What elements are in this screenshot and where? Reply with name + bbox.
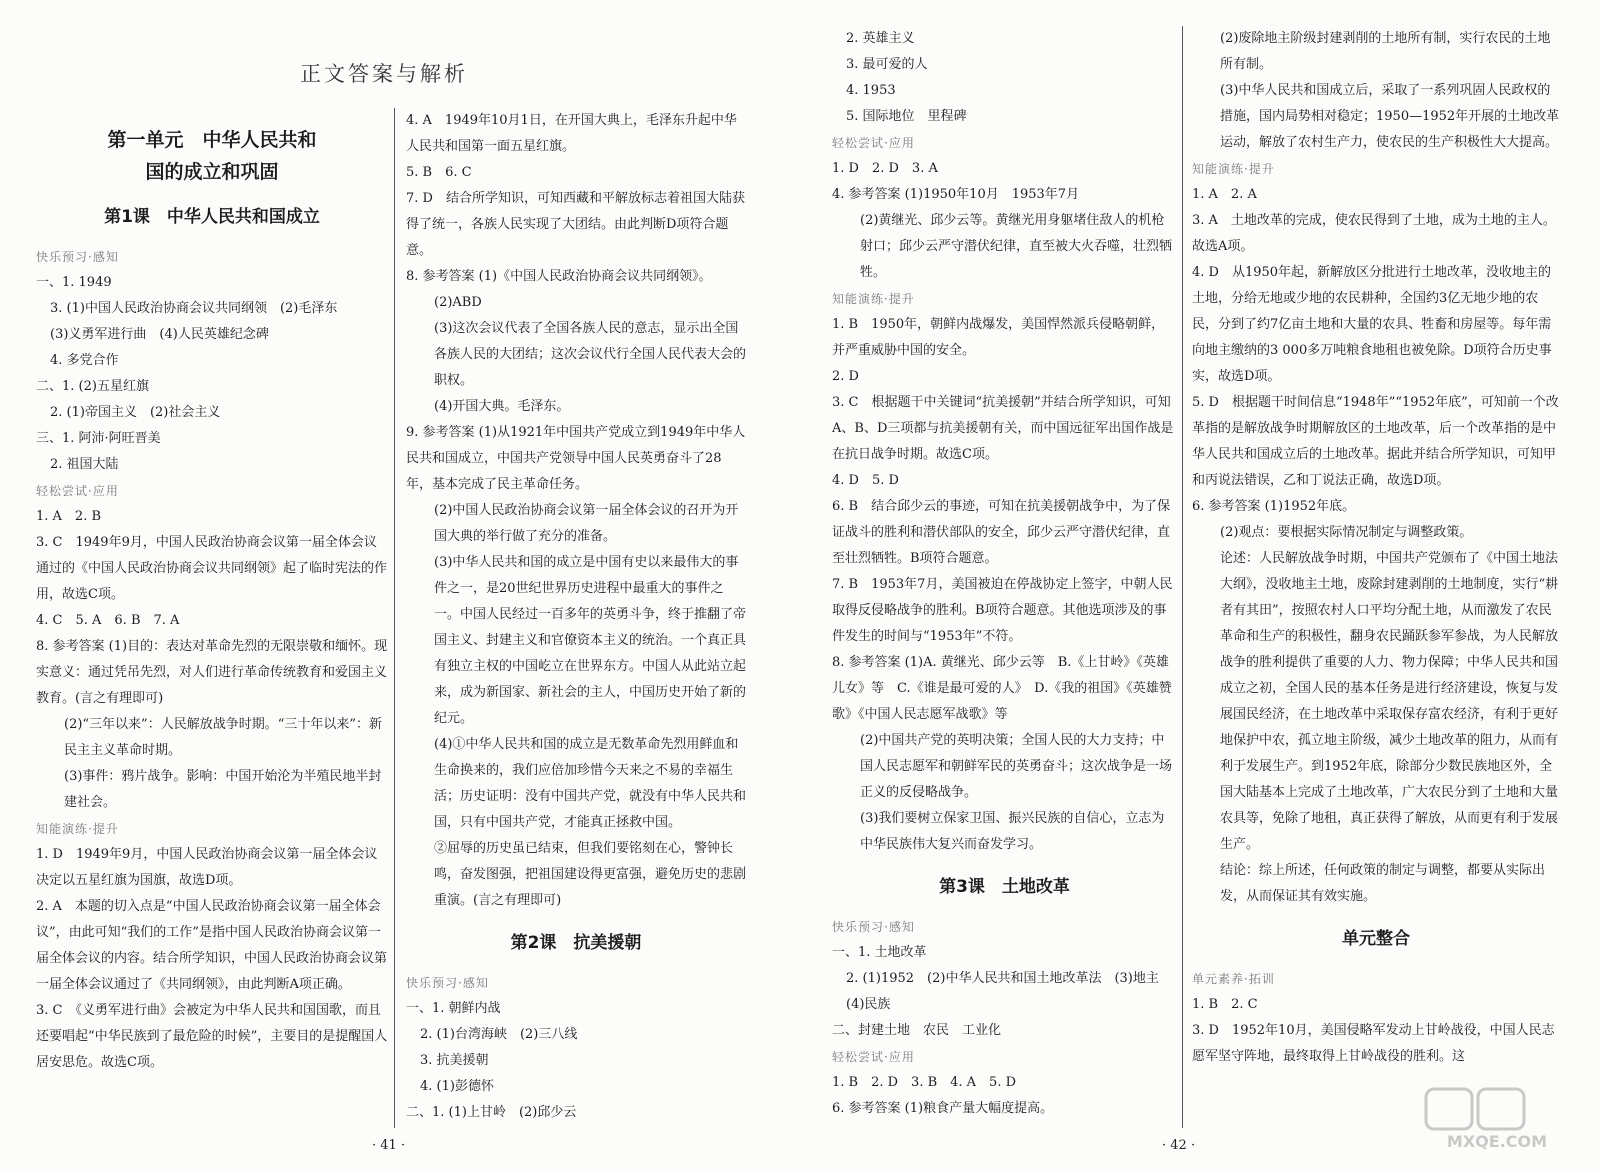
answer-paragraph: (3)中华人民共和国的成立是中国有史以来最伟大的事件之一，是20世纪世界历史进程中最重大的事件之一。中国人民经过一百多年的英勇斗争，终于推翻了帝国主义、封建主义和官僚资本主义的统治。一个真正具有独立主权的中国屹立在世界东方。中国人从此站立起来，成为新国家、新社会的主人，中国历史开始了新的纪元。 <box>434 555 747 726</box>
answer-line: 一、1. 1949 <box>36 275 112 290</box>
section-heading: 快乐预习·感知 <box>832 920 915 934</box>
answer-paragraph: 7. D 结合所学知识，可知西藏和平解放标志着祖国大陆获得了统一，各族人民实现了大团结。由此判断D项符合题意。 <box>406 191 745 258</box>
answer-line: 二、1. (1)上甘岭 (2)邱少云 <box>406 1105 577 1120</box>
answer-paragraph: 5. D 根据题干时间信息“1948年”“1952年底”，可知前一个改革指的是解放战争时期解放区的土地改革，后一个改革指的是中华人民共和国成立后的土地改革。据此并结合所学知识，可知甲和丙说法错误，乙和丁说法正确，故选D项。 <box>1192 395 1559 488</box>
answer-line: 2. 英雄主义 <box>846 31 915 46</box>
answer-paragraph: (3)我们要树立保家卫国、振兴民族的自信心，立志为中华民族伟大复兴而奋发学习。 <box>860 811 1165 852</box>
answer-line: 1. B 2. C <box>1192 997 1258 1012</box>
section-heading: 轻松尝试·应用 <box>832 136 915 150</box>
left-column-2 <box>406 108 746 1126</box>
answer-line: 4. C 5. A 6. B 7. A <box>36 613 180 628</box>
section-heading: 知能演练·提升 <box>1192 162 1275 176</box>
answer-line: 一、1. 朝鲜内战 <box>406 1001 501 1016</box>
page-number: · 41 · <box>372 1138 406 1153</box>
right-column-1 <box>832 26 1177 1122</box>
answer-paragraph: 论述：人民解放战争时期，中国共产党颁布了《中国土地法大纲》，没收地主土地，废除封建剥削的土地制度，实行“耕者有其田”，按照农村人口平均分配土地，从而激发了农民革命和生产的积极性，翻身农民踊跃参军参战，为人民解放战争的胜利提供了重要的人力、物力保障；中华人民共和国成立之初，全国人民的基本任务是进行经济建设，恢复与发展国民经济，在土地改革中采取保存富农经济，有利于更好地保护中农，孤立地主阶级，减少土地改革的阻力，从而有利于发展生产。到1952年底，除部分少数民族地区外，全国大陆基本上完成了土地改革，广大农民分到了土地和大量农具等，免除了地租，真正获得了解放，从而更有利于发展生产。 <box>1220 551 1559 852</box>
answer-line: 1. A 2. B <box>36 509 102 524</box>
section-heading: 快乐预习·感知 <box>36 250 119 264</box>
answer-paragraph: 8. 参考答案 (1)目的：表达对革命先烈的无限崇敬和缅怀。现实意义：通过凭吊先烈，对人们进行革命传统教育和爱国主义教育。(言之有理即可) <box>36 639 388 706</box>
answer-line: 1. A 2. A <box>1192 187 1257 202</box>
answer-line: 3. (1)中国人民政治协商会议共同纲领 (2)毛泽东 <box>50 301 338 316</box>
answer-line: (2)ABD <box>434 295 482 310</box>
column-divider <box>1182 26 1183 1128</box>
unit-title <box>36 124 388 188</box>
answer-line: 5. B 6. C <box>406 165 472 180</box>
answer-line: 4. 多党合作 <box>50 353 119 368</box>
answer-line: 8. 参考答案 (1)《中国人民政治协商会议共同纲领》。 <box>406 269 712 284</box>
answer-paragraph: (2)中国人民政治协商会议第一届全体会议的召开为开国大典的举行做了充分的准备。 <box>434 503 739 544</box>
answer-line: 二、1. (2)五星红旗 <box>36 379 149 394</box>
answer-line: 2. D <box>832 369 859 384</box>
section-heading: 知能演练·提升 <box>832 292 915 306</box>
answer-paragraph: (3)这次会议代表了全国各族人民的意志，显示出全国各族人民的大团结；这次会议代行全国人民代表大会的职权。 <box>434 321 747 388</box>
answer-paragraph: (2)中国共产党的英明决策；全国人民的大力支持；中国人民志愿军和朝鲜军民的英勇奋斗；这次战争是一场正义的反侵略战争。 <box>860 733 1173 800</box>
page-number: · 42 · <box>1162 1138 1196 1153</box>
answer-line: (2)观点：要根据实际情况制定与调整政策。 <box>1220 525 1473 540</box>
watermark-logo-icon <box>1422 1083 1572 1153</box>
answer-paragraph: 3. C 根据题干中关键词“抗美援朝”并结合所学知识，可知A、B、D三项都与抗美援朝有关，而中国远征军出国作战是在抗日战争时期。故选C项。 <box>832 395 1174 462</box>
watermark-text: MXQE.COM <box>1446 1132 1548 1151</box>
answer-line: (4)开国大典。毛泽东。 <box>434 399 570 414</box>
answer-paragraph: 8. 参考答案 (1)A. 黄继光、邱少云等 B.《上甘岭》《英雄儿女》等 C.《谁是最可爱的人》 D.《我的祖国》《英雄赞歌》《中国人民志愿军战歌》等 <box>832 655 1172 722</box>
answer-line: 1. B 2. D 3. B 4. A 5. D <box>832 1075 1017 1090</box>
unit-summary-title: 单元整合 <box>1342 929 1410 949</box>
answer-paragraph: 3. A 土地改革的完成，使农民得到了土地，成为土地的主人。故选A项。 <box>1192 213 1556 254</box>
answer-paragraph: (3)事件：鸦片战争。影响：中国开始沦为半殖民地半封建社会。 <box>64 769 382 810</box>
answer-paragraph: 4. D 从1950年起，新解放区分批进行土地改革，没收地主的土地，分给无地或少地的农民耕种，全国约3亿无地少地的农民，分到了约7亿亩土地和大量的农具、牲畜和房屋等。每年需向地主缴纳的3 000多万吨粮食地租也被免除。D项符合历史事实，故选D项。 <box>1192 265 1552 384</box>
answer-line: (3)义勇军进行曲 (4)人民英雄纪念碑 <box>50 327 269 342</box>
answer-paragraph: ②屈辱的历史虽已结束，但我们要铭刻在心，警钟长鸣，奋发图强，把祖国建设得更富强，避免历史的悲剧重演。(言之有理即可) <box>434 841 747 908</box>
section-banner: 正文答案与解析 <box>300 62 468 86</box>
lesson-3-title: 第3课 土地改革 <box>939 877 1070 897</box>
answer-paragraph: (2)“三年以来”：人民解放战争时期。“三十年以来”：新民主主义革命时期。 <box>64 717 382 758</box>
answer-line: 1. D 2. D 3. A <box>832 161 938 176</box>
answer-line: 二、封建土地 农民 工业化 <box>832 1023 1002 1038</box>
section-heading: 快乐预习·感知 <box>406 976 489 990</box>
answer-line: 2. 祖国大陆 <box>50 457 119 472</box>
answer-line: 3. 抗美援朝 <box>420 1053 489 1068</box>
lesson-2-title: 第2课 抗美援朝 <box>510 933 642 953</box>
answer-paragraph: 3. C 1949年9月，中国人民政治协商会议第一届全体会议通过的《中国人民政治协商会议共同纲领》起了临时宪法的作用，故选C项。 <box>36 535 388 602</box>
answer-paragraph: 6. B 结合邱少云的事迹，可知在抗美援朝战争中，为了保证战斗的胜利和潜伏部队的安全，邱少云严守潜伏纪律，直至壮烈牺牲。B项符合题意。 <box>832 499 1171 566</box>
section-heading: 知能演练·提升 <box>36 822 119 836</box>
answer-line: 三、1. 阿沛·阿旺晋美 <box>36 431 161 446</box>
answer-line: 4. D 5. D <box>832 473 899 488</box>
column-divider <box>394 108 395 1128</box>
answer-paragraph: (4)①中华人民共和国的成立是无数革命先烈用鲜血和生命换来的，我们应倍加珍惜今天来之不易的幸福生活；历史证明：没有中国共产党，就没有中华人民共和国，只有中国共产党，才能真正拯救中国。 <box>434 737 747 830</box>
section-heading: 轻松尝试·应用 <box>36 484 119 498</box>
answer-paragraph: (2)废除地主阶级封建剥削的土地所有制，实行农民的土地所有制。 <box>1220 31 1551 72</box>
right-column-2 <box>1192 26 1560 1070</box>
section-heading: 轻松尝试·应用 <box>832 1050 915 1064</box>
answer-line: 4. 参考答案 (1)1950年10月 1953年7月 <box>832 187 1080 202</box>
answer-paragraph: 1. D 1949年9月，中国人民政治协商会议第一届全体会议决定以五星红旗为国旗，故选D项。 <box>36 847 378 888</box>
answer-line: 4. (1)彭德怀 <box>420 1079 494 1094</box>
answer-line: 2. (1)台湾海峡 (2)三八线 <box>420 1027 578 1042</box>
answer-paragraph: (2)黄继光、邱少云等。黄继光用身躯堵住敌人的机枪射口；邱少云严守潜伏纪律，直至被大火吞噬，壮烈牺牲。 <box>860 213 1173 280</box>
answer-paragraph: 4. A 1949年10月1日，在开国大典上，毛泽东升起中华人民共和国第一面五星红旗。 <box>406 113 737 154</box>
answer-paragraph: 9. 参考答案 (1)从1921年中国共产党成立到1949年中华人民共和国成立，中国共产党领导中国人民英勇奋斗了28年，基本完成了民主革命任务。 <box>406 425 746 492</box>
section-heading: 单元素养·拓训 <box>1192 972 1275 986</box>
unit-title-line2: 国的成立和巩固 <box>145 161 279 183</box>
answer-line: 6. 参考答案 (1)1952年底。 <box>1192 499 1356 514</box>
answer-line: 5. 国际地位 里程碑 <box>846 109 967 124</box>
left-column-1 <box>36 112 388 1076</box>
answer-paragraph: (3)中华人民共和国成立后，采取了一系列巩固人民政权的措施，国内局势相对稳定；1950—1952年开展的土地改革运动，解放了农村生产力，使农民的生产积极性大大提高。 <box>1220 83 1560 150</box>
answer-line: 6. 参考答案 (1)粮食产量大幅度提高。 <box>832 1101 1054 1116</box>
answer-paragraph: 结论：综上所述，任何政策的制定与调整，都要从实际出发，从而保证其有效实施。 <box>1220 863 1546 904</box>
answer-paragraph: 3. D 1952年10月，美国侵略军发动上甘岭战役，中国人民志愿军坚守阵地，最终取得上甘岭战役的胜利。这 <box>1192 1023 1555 1064</box>
answer-line: 4. 1953 <box>846 83 896 98</box>
answer-paragraph: 2. (1)1952 (2)中华人民共和国土地改革法 (3)地主 (4)民族 <box>846 971 1172 1012</box>
answer-paragraph: 1. B 1950年，朝鲜内战爆发，美国悍然派兵侵略朝鲜，并严重威胁中国的安全。 <box>832 317 1165 358</box>
answer-paragraph: 7. B 1953年7月，美国被迫在停战协定上签字，中朝人民取得反侵略战争的胜利。B项符合题意。其他选项涉及的事件发生的时间与“1953年”不符。 <box>832 577 1173 644</box>
answer-paragraph: 3. C 《义勇军进行曲》会被定为中华人民共和国国歌，而且还要唱起“中华民族到了最危险的时候”，主要目的是提醒国人居安思危。故选C项。 <box>36 1003 388 1070</box>
unit-title-line1: 第一单元 中华人民共和 <box>107 129 317 151</box>
answer-line: 一、1. 土地改革 <box>832 945 927 960</box>
answer-line: 2. (1)帝国主义 (2)社会主义 <box>50 405 221 420</box>
right-page <box>800 0 1600 1171</box>
answer-line: 3. 最可爱的人 <box>846 57 928 72</box>
lesson-1-title: 第1课 中华人民共和国成立 <box>104 207 320 227</box>
answer-paragraph: 2. A 本题的切入点是“中国人民政治协商会议第一届全体会议”，由此可知“我们的工作”是指中国人民政治协商会议第一届全体会议的内容。结合所学知识，中国人民政治协商会议第一届全体会议通过了《共同纲领》，由此判断A项正确。 <box>36 899 388 992</box>
